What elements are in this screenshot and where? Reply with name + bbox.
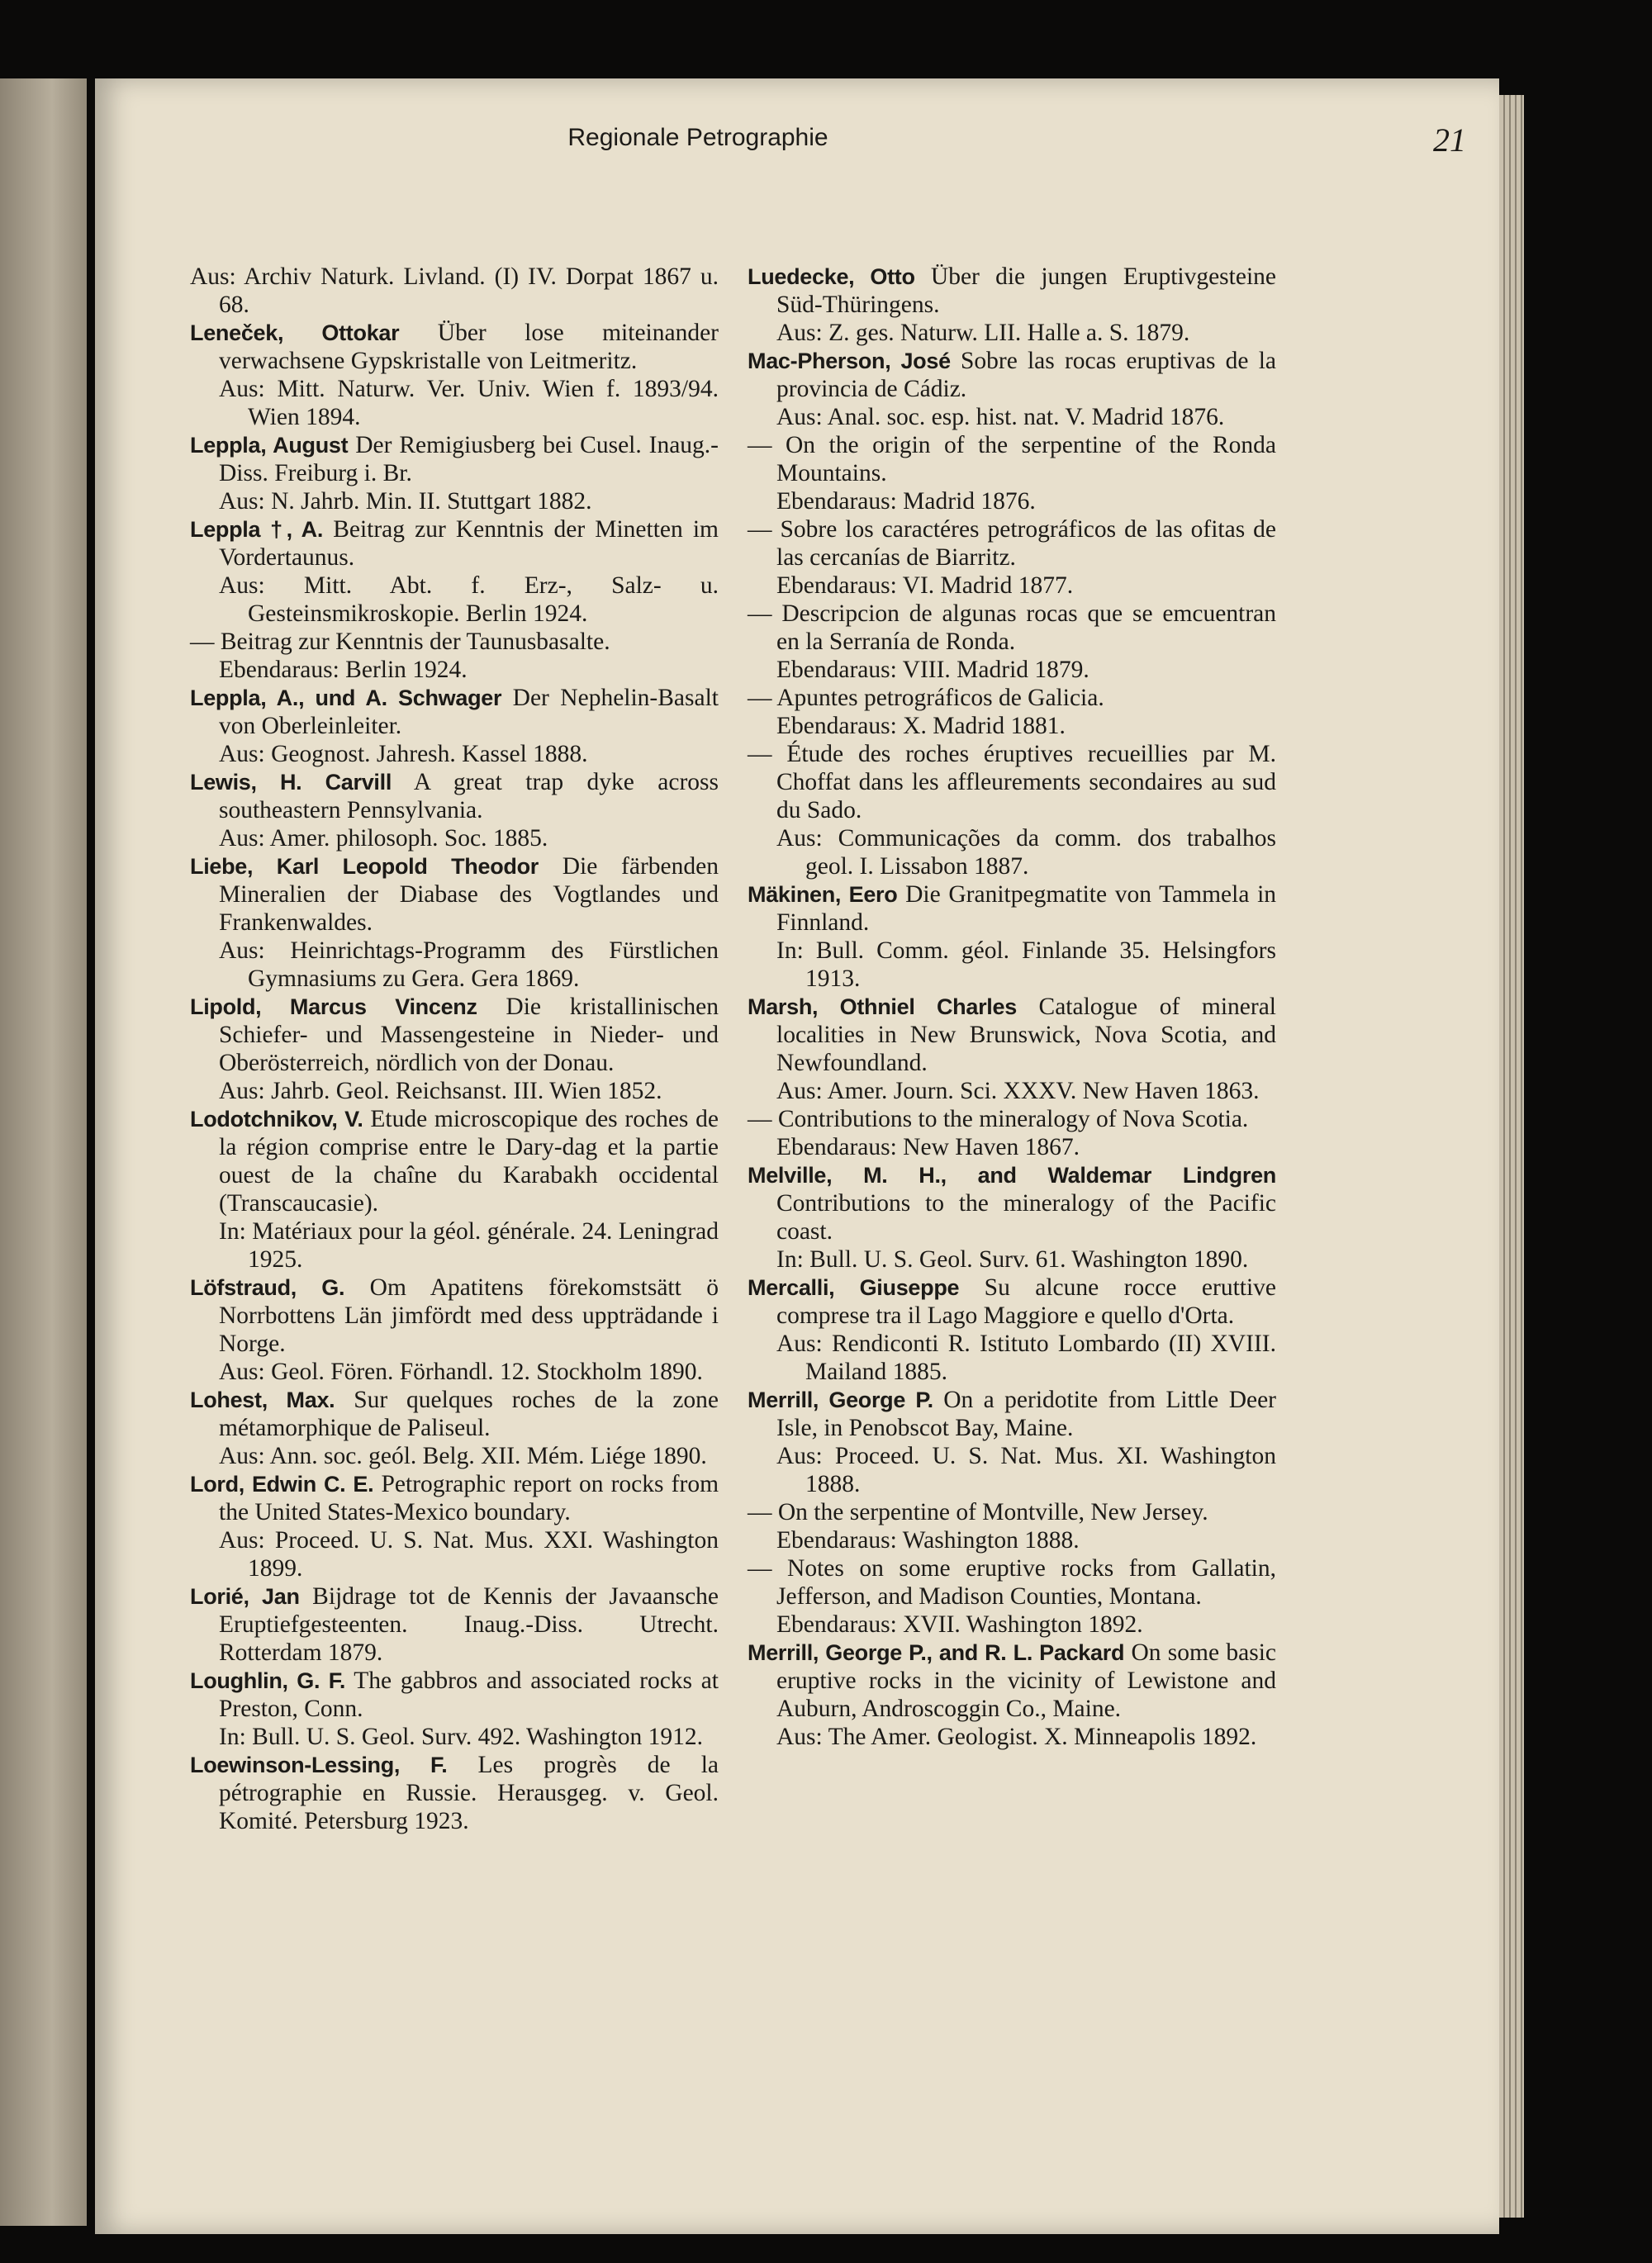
entry-source: Aus: The Amer. Geologist. X. Minneapolis 1892. xyxy=(776,1724,1257,1750)
bibliography-entry xyxy=(190,1470,719,1582)
entry-author: Leppla, A., und A. Schwager xyxy=(190,686,502,710)
entry-title: Die kristallinischen Schiefer- und Massengesteine in Nieder- und Oberösterreich, nördlich von der Donau. xyxy=(219,994,719,1076)
entry-source: Aus: Anal. soc. esp. hist. nat. V. Madrid 1876. xyxy=(776,404,1225,430)
entry-source: In: Bull. U. S. Geol. Surv. 61. Washington 1890. xyxy=(776,1246,1249,1273)
entry-author: Mercalli, Giuseppe xyxy=(748,1275,960,1300)
facing-page-edge xyxy=(0,78,87,2226)
entry-title: Der Remigiusberg bei Cusel. Inaug.-Diss. Freiburg i. Br. xyxy=(219,432,719,486)
entry-title: — Contributions to the mineralogy of Nova Scotia. xyxy=(748,1106,1249,1132)
entry-title: Die Granitpegmatite von Tammela in Finnland. xyxy=(776,881,1277,936)
entry-title: — Notes on some eruptive rocks from Gallatin, Jefferson, and Madison Counties, Montana. xyxy=(748,1555,1276,1610)
bibliography-entry xyxy=(748,880,1276,993)
entry-source: Aus: Rendiconti R. Istituto Lombardo (II) XVIII. Mailand 1885. xyxy=(776,1331,1276,1385)
bibliography-entry xyxy=(748,1161,1276,1274)
entry-title: Beitrag zur Kenntnis der Minetten im Vordertaunus. xyxy=(219,516,719,571)
entry-title: On a peridotite from Little Deer Isle, in Penobscot Bay, Maine. xyxy=(776,1387,1277,1441)
entry-author: Lodotchnikov, V. xyxy=(190,1107,363,1132)
bibliography-entry xyxy=(190,1386,719,1470)
entry-title: — Descripcion de algunas rocas que se emcuentran en la Serranía de Ronda. xyxy=(748,600,1276,655)
entry-source: Ebendaraus: Washington 1888. xyxy=(776,1527,1080,1554)
entry-author: Marsh, Othniel Charles xyxy=(748,994,1017,1019)
entry-title: Catalogue of mineral localities in New Brunswick, Nova Scotia, and Newfoundland. xyxy=(776,994,1276,1076)
entry-title: A great trap dyke across southeastern Pennsylvania. xyxy=(219,769,719,823)
entry-title: Petrographic report on rocks from the United States-Mexico boundary. xyxy=(219,1471,719,1525)
entry-author: Leppla, August xyxy=(190,433,349,458)
entry-title: Sur quelques roches de la zone métamorphique de Paliseul. xyxy=(219,1387,719,1441)
entry-author: Mäkinen, Eero xyxy=(748,882,898,907)
bibliography-entry xyxy=(190,1274,719,1386)
entry-source: In: Matériaux pour la géol. générale. 24. Leningrad 1925. xyxy=(219,1218,719,1273)
bibliography-entry xyxy=(190,684,719,768)
entry-author: Lipold, Marcus Vincenz xyxy=(190,994,477,1019)
bibliography-entry xyxy=(748,740,1276,880)
entry-source: Ebendaraus: New Haven 1867. xyxy=(776,1134,1080,1160)
bibliography-entry xyxy=(748,347,1276,431)
bibliography-entry xyxy=(190,319,719,431)
entry-source: Aus: Proceed. U. S. Nat. Mus. XI. Washington 1888. xyxy=(776,1443,1276,1497)
entry-source: Ebendaraus: Madrid 1876. xyxy=(776,488,1036,515)
bibliography-entry xyxy=(190,431,719,515)
entry-source: Aus: Geognost. Jahresh. Kassel 1888. xyxy=(219,741,588,767)
entry-title: Sobre las rocas eruptivas de la provincia de Cádiz. xyxy=(776,348,1276,402)
entry-source: Aus: Proceed. U. S. Nat. Mus. XXI. Washington 1899. xyxy=(219,1527,719,1582)
bibliography-entry xyxy=(748,993,1276,1105)
entry-source: Aus: Amer. Journ. Sci. XXXV. New Haven 1863. xyxy=(776,1078,1260,1104)
entry-title: Der Nephelin-Basalt von Oberleinleiter. xyxy=(219,685,719,739)
left-column xyxy=(190,263,719,1835)
bibliography-entry xyxy=(748,515,1276,600)
bibliography-entry xyxy=(748,684,1276,740)
entry-source: Ebendaraus: X. Madrid 1881. xyxy=(776,713,1066,739)
entry-source: Aus: Jahrb. Geol. Reichsanst. III. Wien 1852. xyxy=(219,1078,662,1104)
bibliography-entry xyxy=(190,515,719,628)
entry-title: Etude microscopique des roches de la région comprise entre le Dary-dag et la partie ouest de la chaîne du Karabakh occidental (Transcaucasie). xyxy=(219,1106,719,1217)
entry-source: Ebendaraus: VIII. Madrid 1879. xyxy=(776,657,1089,683)
entry-source: In: Bull. U. S. Geol. Surv. 492. Washington 1912. xyxy=(219,1724,703,1750)
bibliography-entry xyxy=(748,1639,1276,1751)
bibliography-entry xyxy=(748,263,1276,347)
page-number: 21 xyxy=(1433,121,1466,159)
running-head: Regionale Petrographie xyxy=(567,124,828,151)
entry-author: Loewinson-Lessing, F. xyxy=(190,1753,448,1777)
entry-author: Merrill, George P., and R. L. Packard xyxy=(748,1640,1125,1665)
right-column xyxy=(748,263,1276,1751)
entry-source: Aus: N. Jahrb. Min. II. Stuttgart 1882. xyxy=(219,488,592,515)
entry-author: Merrill, George P. xyxy=(748,1388,933,1412)
bibliography-entry xyxy=(190,263,719,319)
bibliography-entry xyxy=(190,768,719,852)
bibliography-entry xyxy=(190,1667,719,1751)
entry-author: Mac-Pherson, José xyxy=(748,349,951,373)
entry-title: Aus: Archiv Naturk. Livland. (I) IV. Dorpat 1867 u. 68. xyxy=(190,263,719,318)
entry-source: Ebendaraus: VI. Madrid 1877. xyxy=(776,572,1074,599)
entry-source: Ebendaraus: XVII. Washington 1892. xyxy=(776,1611,1143,1638)
entry-title: Bijdrage tot de Kennis der Javaansche Eruptiefgesteenten. Inaug.-Diss. Utrecht. Rotterdam 1879. xyxy=(219,1583,719,1666)
entry-author: Melville, M. H., and Waldemar Lindgren xyxy=(748,1163,1276,1188)
entry-author: Liebe, Karl Leopold Theodor xyxy=(190,854,539,879)
entry-author: Lord, Edwin C. E. xyxy=(190,1472,374,1497)
entry-source: Aus: Heinrichtags-Programm des Fürstlichen Gymnasiums zu Gera. Gera 1869. xyxy=(219,937,719,992)
bibliography-entry xyxy=(190,1105,719,1274)
bibliography-entry xyxy=(190,993,719,1105)
bibliography-entry xyxy=(190,1582,719,1667)
entry-author: Lohest, Max. xyxy=(190,1388,335,1412)
bibliography-entry xyxy=(748,431,1276,515)
entry-title: Die färbenden Mineralien der Diabase des Vogtlandes und Frankenwaldes. xyxy=(219,853,719,936)
entry-title: On some basic eruptive rocks in the vicinity of Lewistone and Auburn, Androscoggin Co., Maine. xyxy=(776,1639,1276,1722)
entry-title: — On the serpentine of Montville, New Jersey. xyxy=(748,1499,1208,1525)
entry-author: Loughlin, G. F. xyxy=(190,1668,346,1693)
entry-source: In: Bull. Comm. géol. Finlande 35. Helsingfors 1913. xyxy=(776,937,1276,992)
entry-author: Luedecke, Otto xyxy=(748,264,915,289)
bibliography-entry xyxy=(748,1386,1276,1498)
bibliography-entry xyxy=(748,1498,1276,1554)
entry-source: Aus: Mitt. Abt. f. Erz-, Salz- u. Gesteinsmikroskopie. Berlin 1924. xyxy=(219,572,719,627)
entry-source: Ebendaraus: Berlin 1924. xyxy=(219,657,468,683)
bibliography-entry xyxy=(190,628,719,684)
entry-title: Über die jungen Eruptivgesteine Süd-Thüringens. xyxy=(776,263,1276,318)
entry-author: Löfstraud, G. xyxy=(190,1275,345,1300)
entry-title: — Étude des roches éruptives recueillies par M. Choffat dans les affleurements secondaires au sud du Sado. xyxy=(748,741,1276,823)
entry-title: — Apuntes petrográficos de Galicia. xyxy=(748,685,1104,711)
entry-title: The gabbros and associated rocks at Preston, Conn. xyxy=(219,1668,719,1722)
entry-title: Über lose miteinander verwachsene Gypskristalle von Leitmeritz. xyxy=(219,320,719,374)
entry-title: Contributions to the mineralogy of the Pacific coast. xyxy=(776,1190,1276,1245)
entry-title: Om Apatitens förekomstsätt ö Norrbottens Län jimfördt med dess uppträdande i Norge. xyxy=(219,1274,719,1357)
entry-source: Aus: Ann. soc. geól. Belg. XII. Mém. Liége 1890. xyxy=(219,1443,707,1469)
entry-author: Lewis, H. Carvill xyxy=(190,770,392,795)
entry-source: Aus: Communicações da comm. dos trabalhos geol. I. Lissabon 1887. xyxy=(776,825,1276,880)
bibliography-entry xyxy=(748,1274,1276,1386)
entry-source: Aus: Mitt. Naturw. Ver. Univ. Wien f. 1893/94. Wien 1894. xyxy=(219,376,719,430)
bibliography-entry xyxy=(190,852,719,993)
entry-author: Lorié, Jan xyxy=(190,1584,300,1609)
entry-title: — Sobre los caractéres petrográficos de las ofitas de las cercanías de Biarritz. xyxy=(748,516,1276,571)
bibliography-entry xyxy=(748,1105,1276,1161)
entry-source: Aus: Z. ges. Naturw. LII. Halle a. S. 1879. xyxy=(776,320,1190,346)
entry-source: Aus: Geol. Fören. Förhandl. 12. Stockholm 1890. xyxy=(219,1359,703,1385)
entry-author: Leppla †, A. xyxy=(190,517,324,542)
entry-title: — Beitrag zur Kenntnis der Taunusbasalte. xyxy=(190,629,610,655)
bibliography-entry xyxy=(748,1554,1276,1639)
bibliography-entry xyxy=(748,600,1276,684)
bibliography-entry xyxy=(190,1751,719,1835)
entry-source: Aus: Amer. philosoph. Soc. 1885. xyxy=(219,825,548,852)
entry-author: Leneček, Ottokar xyxy=(190,320,400,345)
entry-title: Les progrès de la pétrographie en Russie. Herausgeg. v. Geol. Komité. Petersburg 1923. xyxy=(219,1752,719,1834)
entry-title: Su alcune rocce eruttive comprese tra il Lago Maggiore e quello d'Orta. xyxy=(776,1274,1276,1329)
entry-title: — On the origin of the serpentine of the Ronda Mountains. xyxy=(748,432,1276,486)
